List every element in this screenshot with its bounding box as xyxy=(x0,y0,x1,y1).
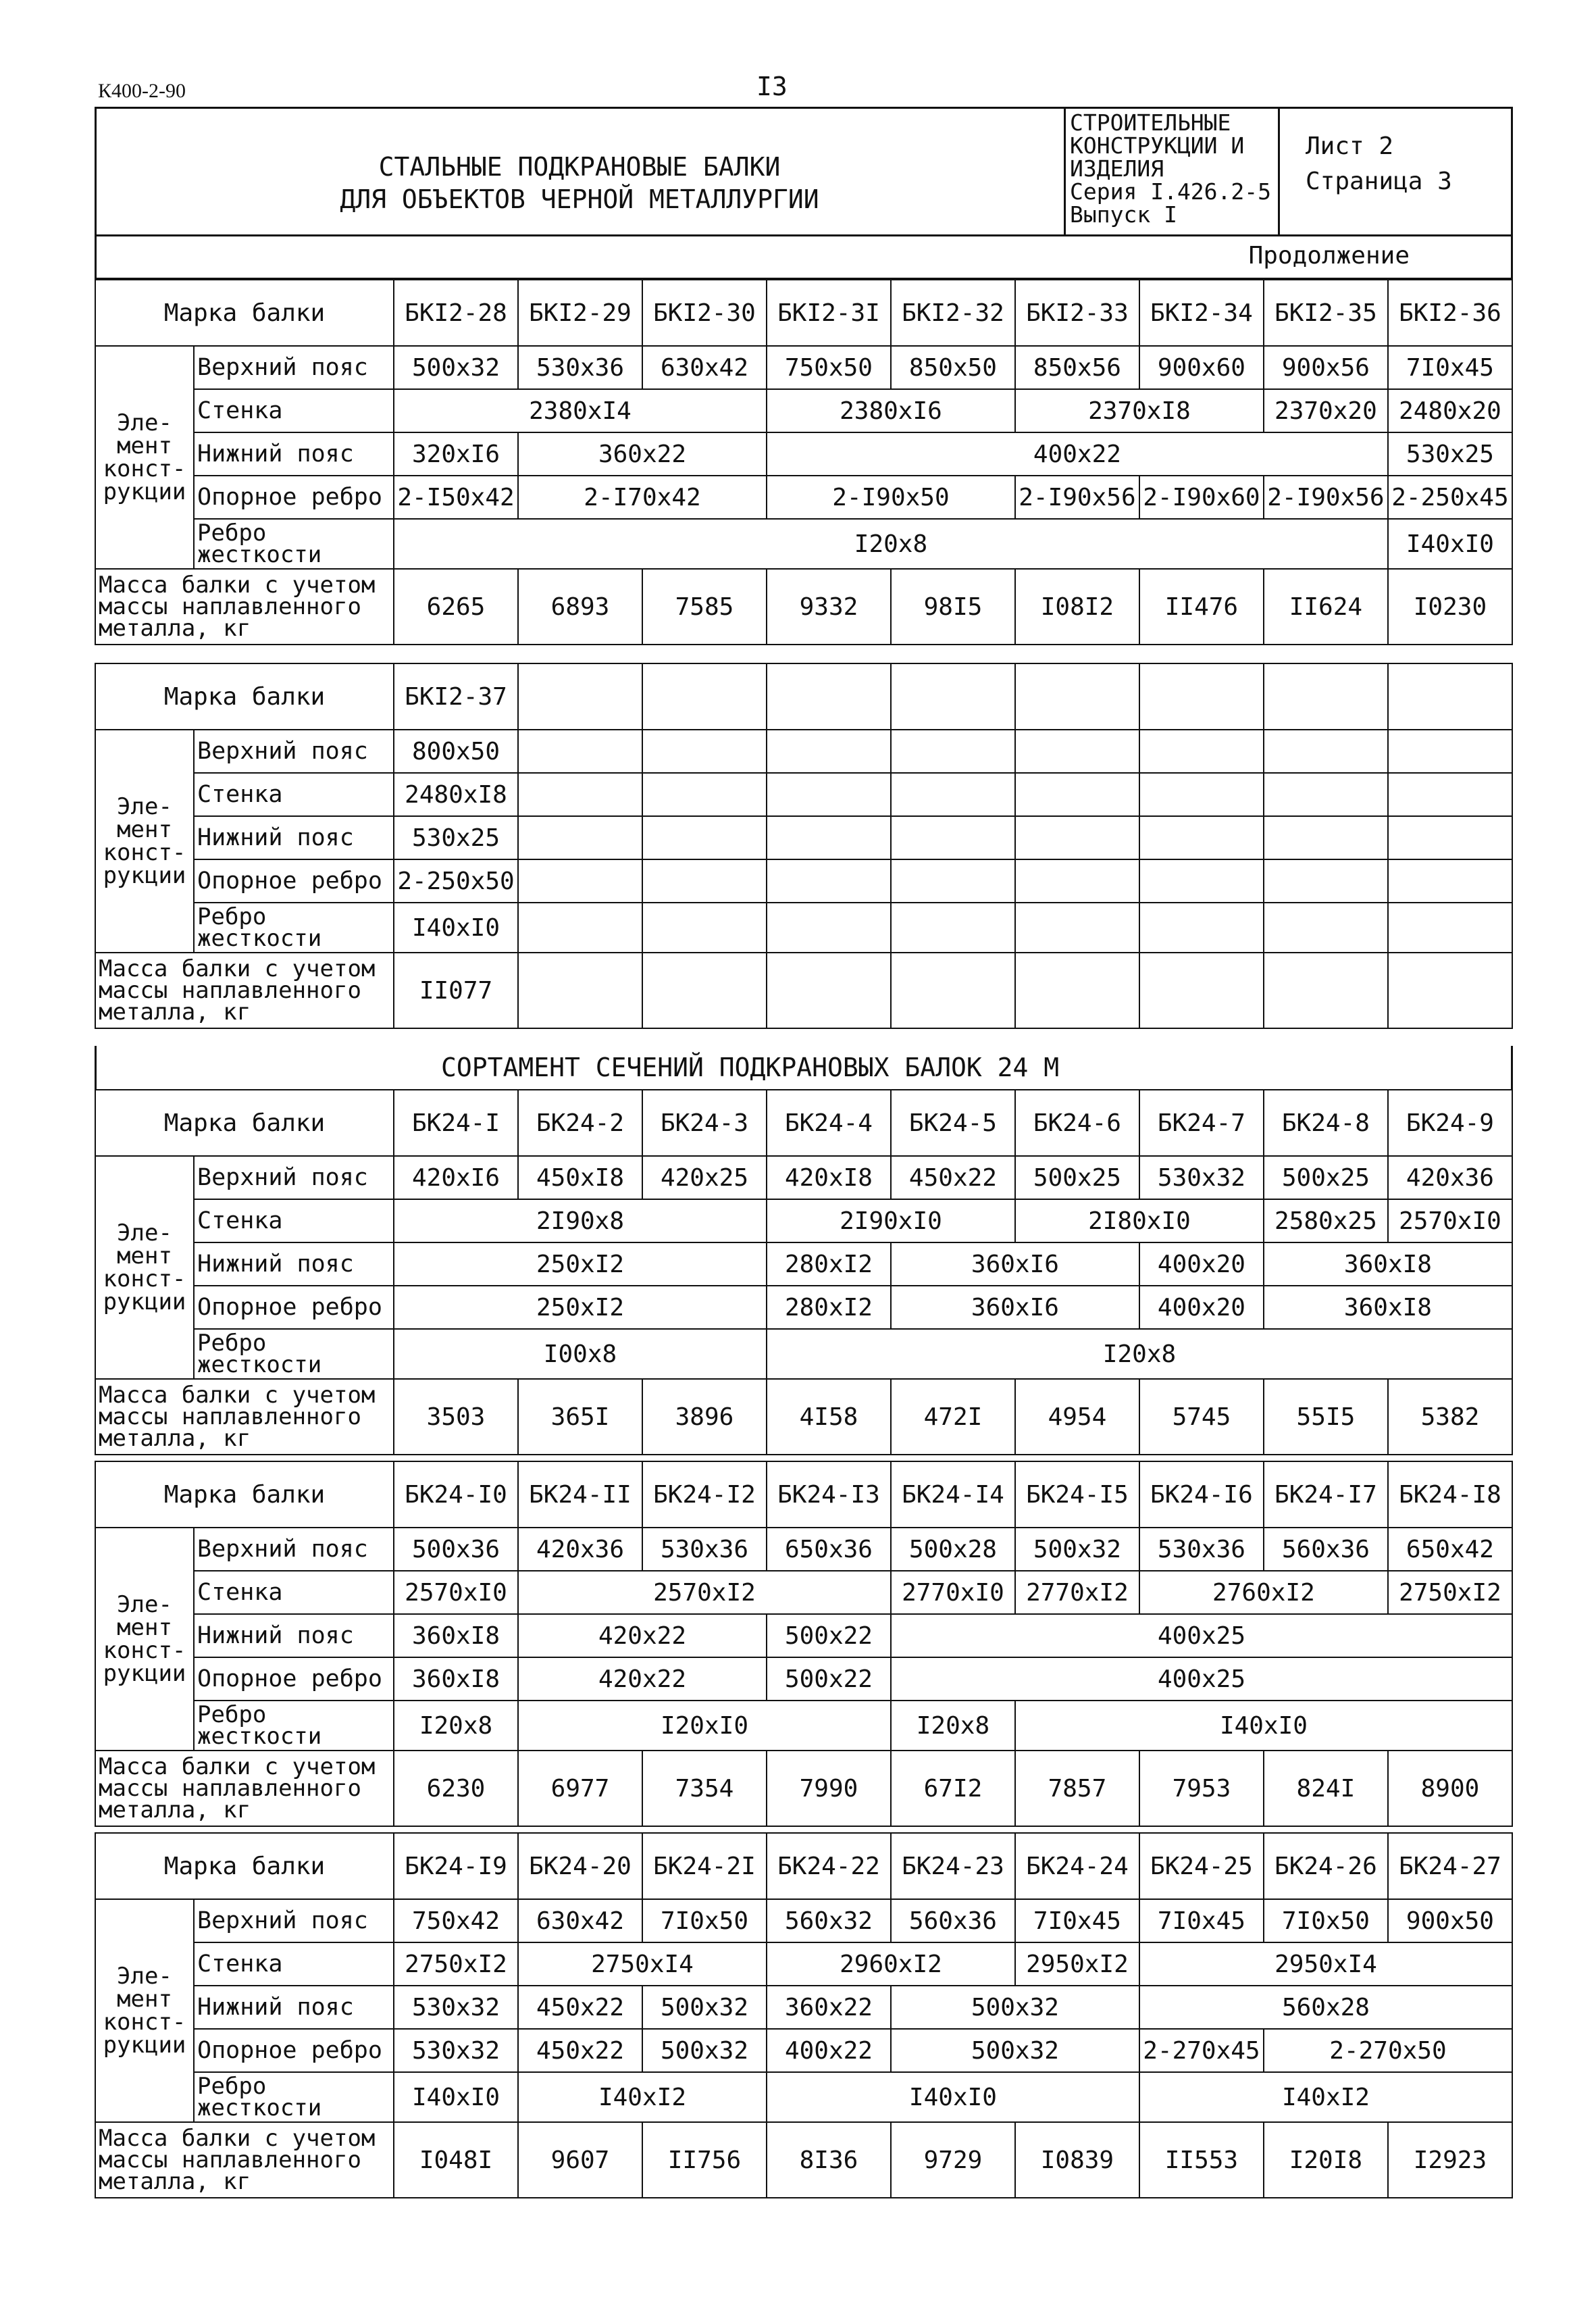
top-flange-label: Верхний пояс xyxy=(194,1528,394,1571)
stiffener-label: Ребро жесткости xyxy=(194,1701,394,1751)
mark-label: Марка балки xyxy=(95,1090,394,1156)
stiffener-cell: I40xI0 xyxy=(1015,1701,1512,1751)
title-line-2: ДЛЯ ОБЪЕКТОВ ЧЕРНОЙ МЕТАЛЛУРГИИ xyxy=(340,184,819,214)
element-label: Эле- мент конст- рукции xyxy=(95,346,194,569)
stiffener-cell: I40xI0 xyxy=(767,2072,1139,2122)
top-flange-cell: 630x42 xyxy=(642,346,767,389)
mark-cell: БКI2-30 xyxy=(642,280,767,346)
web-cell: 2750xI4 xyxy=(518,1942,767,1986)
top-flange-cell: 450xI8 xyxy=(518,1156,642,1199)
top-flange-cell: 900x50 xyxy=(1388,1899,1512,1942)
top-flange-cell: 420xI6 xyxy=(394,1156,518,1199)
bearing-rib-cell: 400x20 xyxy=(1139,1286,1264,1329)
bearing-rib-cell: 2-250x50 xyxy=(394,859,518,903)
bearing-rib-cell: 360xI8 xyxy=(1264,1286,1512,1329)
mass-cell: 9607 xyxy=(518,2122,642,2198)
top-flange-cell: 650x42 xyxy=(1388,1528,1512,1571)
web-cell: 2770xI2 xyxy=(1015,1571,1139,1614)
mass-cell: 98I5 xyxy=(891,569,1015,645)
mass-cell: 9332 xyxy=(767,569,891,645)
bearing-rib-cell: 2-I70x42 xyxy=(518,476,767,519)
mark-cell: БКI2-37 xyxy=(394,663,518,730)
top-flange-cell: 530x32 xyxy=(1139,1156,1264,1199)
top-flange-label: Верхний пояс xyxy=(194,346,394,389)
bottom-flange-cell: 360xI8 xyxy=(394,1614,518,1657)
mark-cell: БК24-24 xyxy=(1015,1833,1139,1899)
bearing-rib-cell: 250xI2 xyxy=(394,1286,767,1329)
bottom-flange-cell: 400x25 xyxy=(891,1614,1512,1657)
bearing-rib-cell: 2-I90x56 xyxy=(1015,476,1139,519)
mark-cell: БК24-I xyxy=(394,1090,518,1156)
bearing-rib-cell: 400x25 xyxy=(891,1657,1512,1701)
mass-cell: 8900 xyxy=(1388,1751,1512,1826)
top-flange-cell: 900x56 xyxy=(1264,346,1388,389)
top-flange-cell: 500x28 xyxy=(891,1528,1015,1571)
web-cell: 2I90xI0 xyxy=(767,1199,1015,1242)
top-flange-cell: 750x42 xyxy=(394,1899,518,1942)
bottom-flange-label: Нижний пояс xyxy=(194,1986,394,2029)
mass-cell: 67I2 xyxy=(891,1751,1015,1826)
web-cell: 2950xI4 xyxy=(1139,1942,1512,1986)
mark-cell: БКI2-29 xyxy=(518,280,642,346)
bottom-flange-cell: 450x22 xyxy=(518,1986,642,2029)
bearing-rib-cell: 450x22 xyxy=(518,2029,642,2072)
top-flange-cell: 630x42 xyxy=(518,1899,642,1942)
bottom-flange-cell: 530x25 xyxy=(394,816,518,859)
mass-cell: I2923 xyxy=(1388,2122,1512,2198)
mass-cell: 3503 xyxy=(394,1379,518,1455)
mark-cell: БК24-I8 xyxy=(1388,1461,1512,1528)
continuation-label: Продолжение xyxy=(1248,242,1410,270)
table-bk24-1-9 xyxy=(95,1089,1513,1455)
stiffener-cell: I40xI0 xyxy=(1388,519,1512,569)
top-flange-label: Верхний пояс xyxy=(194,1156,394,1199)
series-info xyxy=(1064,109,1280,234)
mark-cell: БК24-I5 xyxy=(1015,1461,1139,1528)
top-flange-cell: 750x50 xyxy=(767,346,891,389)
web-cell: 2380xI6 xyxy=(767,389,1015,432)
mass-label: Масса балки с учетом массы наплавленного металла, кг xyxy=(95,2122,394,2198)
stiffener-cell: I40xI2 xyxy=(518,2072,767,2122)
table-bk12-37 xyxy=(95,663,1513,1029)
bearing-rib-label: Опорное ребро xyxy=(194,1286,394,1329)
mass-cell: 6230 xyxy=(394,1751,518,1826)
mark-cell: БК24-8 xyxy=(1264,1090,1388,1156)
mark-cell: БКI2-36 xyxy=(1388,280,1512,346)
stiffener-cell: I20x8 xyxy=(891,1701,1015,1751)
top-flange-label: Верхний пояс xyxy=(194,730,394,773)
web-cell: 2I80xI0 xyxy=(1015,1199,1264,1242)
stiffener-cell: I20x8 xyxy=(394,1701,518,1751)
bottom-flange-cell: 250xI2 xyxy=(394,1242,767,1286)
mark-cell: БК24-22 xyxy=(767,1833,891,1899)
top-flange-cell: 900x60 xyxy=(1139,346,1264,389)
bottom-flange-label: Нижний пояс xyxy=(194,1242,394,1286)
web-cell: 2950xI2 xyxy=(1015,1942,1139,1986)
mass-cell: 824I xyxy=(1264,1751,1388,1826)
top-flange-cell: 500x25 xyxy=(1015,1156,1139,1199)
bearing-rib-cell: 500x32 xyxy=(891,2029,1139,2072)
bearing-rib-cell: 2-250x45 xyxy=(1388,476,1512,519)
mass-cell: I08I2 xyxy=(1015,569,1139,645)
mass-cell: I0839 xyxy=(1015,2122,1139,2198)
top-flange-cell: 420x25 xyxy=(642,1156,767,1199)
series-line-2: КОНСТРУКЦИИ И xyxy=(1070,132,1245,159)
web-cell: 2750xI2 xyxy=(394,1942,518,1986)
mark-cell: БК24-I4 xyxy=(891,1461,1015,1528)
top-flange-cell: 560x36 xyxy=(891,1899,1015,1942)
mass-cell: 7953 xyxy=(1139,1751,1264,1826)
bearing-rib-label: Опорное ребро xyxy=(194,1657,394,1701)
top-flange-cell: 560x32 xyxy=(767,1899,891,1942)
bottom-flange-cell: 360x22 xyxy=(518,432,767,476)
mass-cell: 5745 xyxy=(1139,1379,1264,1455)
mark-cell: БК24-II xyxy=(518,1461,642,1528)
mark-cell: БК24-26 xyxy=(1264,1833,1388,1899)
top-flange-cell: 650x36 xyxy=(767,1528,891,1571)
mark-cell: БК24-20 xyxy=(518,1833,642,1899)
mark-cell: БКI2-35 xyxy=(1264,280,1388,346)
mass-cell: 6893 xyxy=(518,569,642,645)
web-label: Стенка xyxy=(194,1199,394,1242)
mass-cell: I0230 xyxy=(1388,569,1512,645)
bottom-flange-cell: 360xI8 xyxy=(1264,1242,1512,1286)
web-label: Стенка xyxy=(194,1571,394,1614)
bottom-flange-cell: 420x22 xyxy=(518,1614,767,1657)
stiffener-label: Ребро жесткости xyxy=(194,1329,394,1379)
bearing-rib-cell: 2-I90x50 xyxy=(767,476,1015,519)
top-flange-cell: 850x50 xyxy=(891,346,1015,389)
mass-cell: II476 xyxy=(1139,569,1264,645)
mass-cell: I048I xyxy=(394,2122,518,2198)
mass-label: Масса балки с учетом массы наплавленного металла, кг xyxy=(95,953,394,1028)
series-line-3: ИЗДЕЛИЯ xyxy=(1070,155,1164,182)
mark-label: Марка балки xyxy=(95,1833,394,1899)
title-line-1: СТАЛЬНЫЕ ПОДКРАНОВЫЕ БАЛКИ xyxy=(378,152,781,182)
top-flange-cell: 530x36 xyxy=(1139,1528,1264,1571)
bottom-flange-label: Нижний пояс xyxy=(194,432,394,476)
bearing-rib-cell: 400x22 xyxy=(767,2029,891,2072)
bottom-flange-cell: 500x32 xyxy=(891,1986,1139,2029)
web-cell: 2480xI8 xyxy=(394,773,518,816)
page-label: Страница 3 xyxy=(1306,168,1452,195)
mass-cell: II624 xyxy=(1264,569,1388,645)
bottom-flange-cell: 500x22 xyxy=(767,1614,891,1657)
mass-cell: II756 xyxy=(642,2122,767,2198)
bearing-rib-cell: 500x22 xyxy=(767,1657,891,1701)
mass-cell: 7354 xyxy=(642,1751,767,1826)
bearing-rib-cell: 2-270x50 xyxy=(1264,2029,1512,2072)
bearing-rib-cell: 420x22 xyxy=(518,1657,767,1701)
element-label: Эле- мент конст- рукции xyxy=(95,1899,194,2122)
top-flange-cell: 500x25 xyxy=(1264,1156,1388,1199)
top-flange-cell: 420x36 xyxy=(1388,1156,1512,1199)
stiffener-cell: I20xI0 xyxy=(518,1701,891,1751)
mark-cell: БК24-I2 xyxy=(642,1461,767,1528)
top-flange-cell: 500x36 xyxy=(394,1528,518,1571)
web-cell: 2960xI2 xyxy=(767,1942,1015,1986)
mark-cell: БКI2-33 xyxy=(1015,280,1139,346)
web-cell: 2480x20 xyxy=(1388,389,1512,432)
mass-cell: II553 xyxy=(1139,2122,1264,2198)
mark-label: Марка балки xyxy=(95,280,394,346)
sheet-info xyxy=(1306,129,1452,199)
stiffener-cell: I20x8 xyxy=(394,519,1388,569)
bottom-flange-cell: 530x25 xyxy=(1388,432,1512,476)
mass-cell: 3896 xyxy=(642,1379,767,1455)
mark-cell: БК24-2I xyxy=(642,1833,767,1899)
mark-label: Марка балки xyxy=(95,1461,394,1528)
bearing-rib-cell: 530x32 xyxy=(394,2029,518,2072)
top-flange-cell: 420xI8 xyxy=(767,1156,891,1199)
mark-cell: БК24-27 xyxy=(1388,1833,1512,1899)
stiffener-cell: I40xI2 xyxy=(1139,2072,1512,2122)
mark-cell: БК24-I6 xyxy=(1139,1461,1264,1528)
top-flange-cell: 500x32 xyxy=(1015,1528,1139,1571)
web-cell: 2570xI0 xyxy=(1388,1199,1512,1242)
bottom-flange-label: Нижний пояс xyxy=(194,816,394,859)
top-flange-cell: 420x36 xyxy=(518,1528,642,1571)
continuation-row xyxy=(95,236,1513,280)
web-cell: 2380xI4 xyxy=(394,389,767,432)
bottom-flange-cell: 500x32 xyxy=(642,1986,767,2029)
stiffener-label: Ребро жесткости xyxy=(194,2072,394,2122)
top-flange-cell: 530x36 xyxy=(518,346,642,389)
mark-cell: БК24-9 xyxy=(1388,1090,1512,1156)
bottom-flange-cell: 400x22 xyxy=(767,432,1388,476)
bearing-rib-cell: 2-I90x56 xyxy=(1264,476,1388,519)
web-label: Стенка xyxy=(194,1942,394,1986)
top-flange-cell: 7I0x45 xyxy=(1388,346,1512,389)
bearing-rib-cell: 500x32 xyxy=(642,2029,767,2072)
bearing-rib-cell: 2-270x45 xyxy=(1139,2029,1264,2072)
mass-cell: 9729 xyxy=(891,2122,1015,2198)
stiffener-cell: I40xI0 xyxy=(394,2072,518,2122)
mark-cell: БК24-6 xyxy=(1015,1090,1139,1156)
top-flange-label: Верхний пояс xyxy=(194,1899,394,1942)
bearing-rib-cell: 360xI6 xyxy=(891,1286,1139,1329)
mass-cell: 7857 xyxy=(1015,1751,1139,1826)
web-cell: 2750xI2 xyxy=(1388,1571,1512,1614)
bearing-rib-cell: 280xI2 xyxy=(767,1286,891,1329)
top-flange-cell: 7I0x45 xyxy=(1139,1899,1264,1942)
mark-label: Марка балки xyxy=(95,663,394,730)
page-number: I3 xyxy=(756,72,788,101)
mark-cell: БК24-2 xyxy=(518,1090,642,1156)
bearing-rib-label: Опорное ребро xyxy=(194,2029,394,2072)
mark-cell: БКI2-28 xyxy=(394,280,518,346)
mass-cell: 7585 xyxy=(642,569,767,645)
top-flange-cell: 850x56 xyxy=(1015,346,1139,389)
stiffener-label: Ребро жесткости xyxy=(194,903,394,953)
document-title xyxy=(97,151,1062,216)
mark-cell: БК24-23 xyxy=(891,1833,1015,1899)
mark-cell: БКI2-32 xyxy=(891,280,1015,346)
mark-cell: БК24-I3 xyxy=(767,1461,891,1528)
stiffener-cell: I00x8 xyxy=(394,1329,767,1379)
mark-cell: БК24-5 xyxy=(891,1090,1015,1156)
web-cell: 2760xI2 xyxy=(1139,1571,1388,1614)
web-label: Стенка xyxy=(194,773,394,816)
bottom-flange-cell: 360xI6 xyxy=(891,1242,1139,1286)
mass-label: Масса балки с учетом массы наплавленного металла, кг xyxy=(95,1751,394,1826)
bottom-flange-label: Нижний пояс xyxy=(194,1614,394,1657)
top-flange-cell: 800x50 xyxy=(394,730,518,773)
top-flange-cell: 7I0x50 xyxy=(642,1899,767,1942)
mark-cell: БК24-I0 xyxy=(394,1461,518,1528)
mass-cell: 365I xyxy=(518,1379,642,1455)
mass-cell: 7990 xyxy=(767,1751,891,1826)
element-label: Эле- мент конст- рукции xyxy=(95,1528,194,1751)
document-code: К400-2-90 xyxy=(98,80,186,102)
series-line-1: СТРОИТЕЛЬНЫЕ xyxy=(1070,109,1231,136)
section-24m-title: СОРТАМЕНТ СЕЧЕНИЙ ПОДКРАНОВЫХ БАЛОК 24 М xyxy=(95,1046,1513,1089)
web-cell: 2370xI8 xyxy=(1015,389,1264,432)
bearing-rib-label: Опорное ребро xyxy=(194,859,394,903)
bottom-flange-cell: 320xI6 xyxy=(394,432,518,476)
sheet-number: Лист 2 xyxy=(1306,132,1394,160)
web-cell: 2770xI0 xyxy=(891,1571,1015,1614)
mark-cell: БКI2-3I xyxy=(767,280,891,346)
mark-cell: БК24-I7 xyxy=(1264,1461,1388,1528)
title-block xyxy=(95,107,1513,236)
mass-cell: 6977 xyxy=(518,1751,642,1826)
bottom-flange-cell: 400x20 xyxy=(1139,1242,1264,1286)
mark-cell: БК24-25 xyxy=(1139,1833,1264,1899)
bearing-rib-cell: 360xI8 xyxy=(394,1657,518,1701)
stiffener-cell: I20x8 xyxy=(767,1329,1512,1379)
mark-cell: БК24-3 xyxy=(642,1090,767,1156)
stiffener-label: Ребро жесткости xyxy=(194,519,394,569)
bottom-flange-cell: 530x32 xyxy=(394,1986,518,2029)
mass-cell: 472I xyxy=(891,1379,1015,1455)
mark-cell: БКI2-34 xyxy=(1139,280,1264,346)
web-cell: 2I90x8 xyxy=(394,1199,767,1242)
top-flange-cell: 450x22 xyxy=(891,1156,1015,1199)
table-bk12-28-36 xyxy=(95,279,1513,645)
web-label: Стенка xyxy=(194,389,394,432)
mass-cell: 55I5 xyxy=(1264,1379,1388,1455)
bearing-rib-cell: 2-I90x60 xyxy=(1139,476,1264,519)
mass-cell: 4I58 xyxy=(767,1379,891,1455)
bearing-rib-cell: 2-I50x42 xyxy=(394,476,518,519)
mass-cell: II077 xyxy=(394,953,518,1028)
top-flange-cell: 500x32 xyxy=(394,346,518,389)
top-flange-cell: 7I0x50 xyxy=(1264,1899,1388,1942)
mass-cell: 5382 xyxy=(1388,1379,1512,1455)
element-label: Эле- мент конст- рукции xyxy=(95,1156,194,1379)
web-cell: 2370x20 xyxy=(1264,389,1388,432)
bottom-flange-cell: 360x22 xyxy=(767,1986,891,2029)
mass-cell: 6265 xyxy=(394,569,518,645)
bearing-rib-label: Опорное ребро xyxy=(194,476,394,519)
web-cell: 2570xI2 xyxy=(518,1571,891,1614)
mass-label: Масса балки с учетом массы наплавленного металла, кг xyxy=(95,569,394,645)
stiffener-cell: I40xI0 xyxy=(394,903,518,953)
top-flange-cell: 530x36 xyxy=(642,1528,767,1571)
series-line-4: Серия I.426.2-5 xyxy=(1070,178,1272,205)
bottom-flange-cell: 560x28 xyxy=(1139,1986,1512,2029)
mark-cell: БК24-4 xyxy=(767,1090,891,1156)
element-label: Эле- мент конст- рукции xyxy=(95,730,194,953)
table-bk24-19-27 xyxy=(95,1832,1513,2198)
mark-cell: БК24-7 xyxy=(1139,1090,1264,1156)
top-flange-cell: 7I0x45 xyxy=(1015,1899,1139,1942)
mass-label: Масса балки с учетом массы наплавленного металла, кг xyxy=(95,1379,394,1455)
table-bk24-10-18 xyxy=(95,1461,1513,1827)
web-cell: 2580x25 xyxy=(1264,1199,1388,1242)
bottom-flange-cell: 280xI2 xyxy=(767,1242,891,1286)
top-flange-cell: 560x36 xyxy=(1264,1528,1388,1571)
web-cell: 2570xI0 xyxy=(394,1571,518,1614)
series-line-5: Выпуск I xyxy=(1070,201,1177,228)
mass-cell: 4954 xyxy=(1015,1379,1139,1455)
mark-cell: БК24-I9 xyxy=(394,1833,518,1899)
mass-cell: I20I8 xyxy=(1264,2122,1388,2198)
mass-cell: 8I36 xyxy=(767,2122,891,2198)
